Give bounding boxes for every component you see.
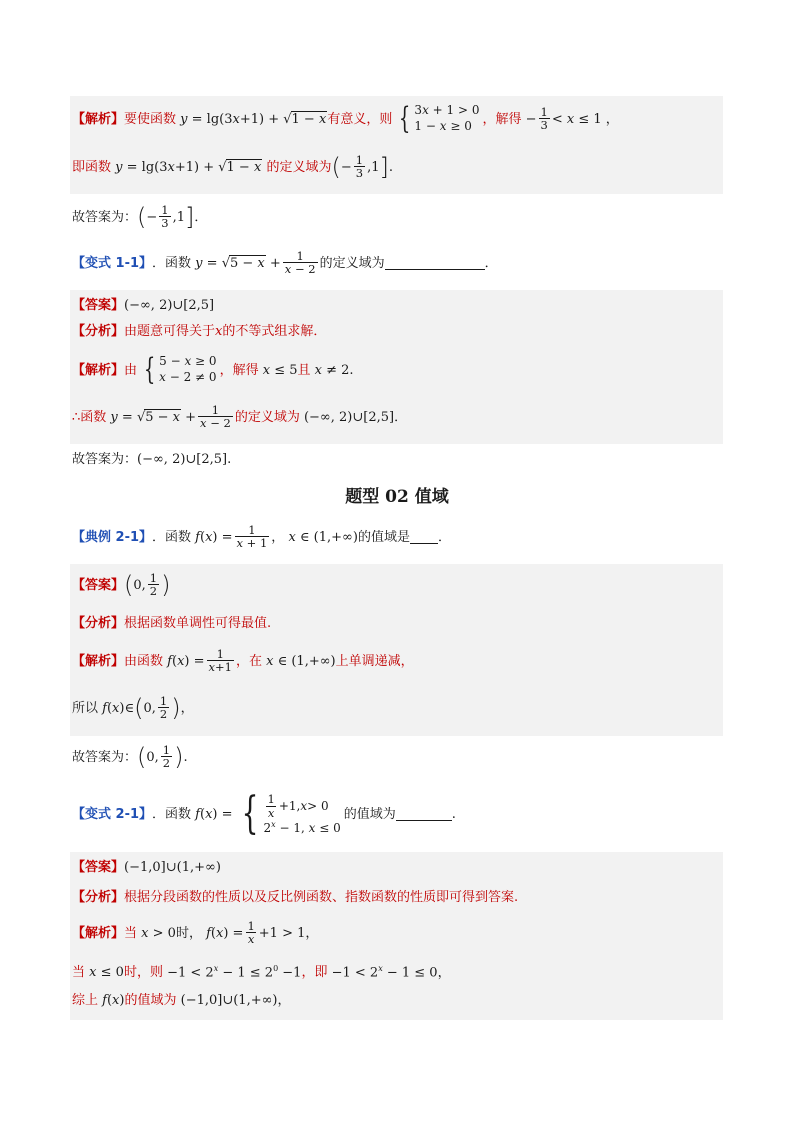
analysis-text: ，解得 <box>219 362 259 378</box>
fenxi-variable: x <box>215 323 223 339</box>
answer-tag: 【答案】 <box>72 577 125 593</box>
analysis-tag: 【解析】 <box>72 653 125 669</box>
example-tag: 【典例 2-1】 <box>72 529 153 545</box>
analysis-text: 由函数 <box>124 653 164 669</box>
stem-text: 的值域是 <box>357 529 410 545</box>
analysis-text: 且 <box>297 362 311 378</box>
stem-text: ， <box>271 529 285 545</box>
analysis-text: 所以 <box>72 700 99 716</box>
piecewise-function: { $\frac{1}{x}$ +1, x > 0 $2^x - 1$, x ≤ 0 <box>241 788 341 839</box>
stem-text: ．函数 <box>152 529 192 545</box>
final-answer-row: 故答案为： ( 0, $\frac{1}{2}$ ) . <box>72 742 188 771</box>
analysis-row: 【解析】 当 x > 0 时， f(x) = $\frac{1}{x}$ +1 > 1， <box>72 918 319 947</box>
variant-tag: 【变式 1-1】 <box>72 255 153 271</box>
fenxi-tag: 【分析】 <box>72 615 125 631</box>
inequality-system: { 3x + 1 > 0 1 − x ≥ 0 <box>399 101 480 136</box>
analysis-text: 由 <box>124 362 138 378</box>
answer-value: (−∞, 2)∪[2,5] <box>124 297 215 313</box>
answer-blank <box>385 257 485 270</box>
fenxi-row <box>72 886 518 908</box>
analysis-text: 的值域为 <box>124 992 177 1008</box>
analysis-row: 【解析】 由函数 f(x) = $\frac{1}{x+1}$ ，在 x ∈ (1,+∞) 上单调递减， <box>72 646 414 675</box>
fenxi-text: 根据分段函数的性质以及反比例函数、指数函数的性质即可得到答案. <box>124 889 519 905</box>
variant-2-1-stem: 【变式 2-1】 ．函数 f(x) = { $\frac{1}{x}$ +1, x > 0 $2^x - 1$, x ≤ 0 的值域为 . <box>72 788 456 839</box>
analysis-text: 的定义域为 <box>266 159 332 175</box>
stem-text: ．函数 <box>152 806 192 822</box>
analysis-row: 【解析】 由 { 5 − x ≥ 0 x − 2 ≠ 0 ，解得 x ≤ 5 且 x ≠ 2. <box>72 352 354 387</box>
fenxi-text: 根据函数单调性可得最值. <box>124 615 272 631</box>
analysis-text: ，在 <box>235 653 262 669</box>
analysis-row-2: 所以 f(x)∈ ( 0, $\frac{1}{2}$ ) ， <box>72 693 194 722</box>
analysis-text: 当 <box>72 964 86 980</box>
analysis-text: 即函数 <box>72 159 112 175</box>
variant-tag: 【变式 2-1】 <box>72 806 153 822</box>
conclusion-text: 的定义域为 <box>234 409 300 425</box>
analysis-tag: 【解析】 <box>72 362 125 378</box>
answer-label: 故答案为： <box>72 451 138 467</box>
fenxi-text: 的不等式组求解． <box>222 323 327 339</box>
fenxi-row <box>72 320 326 342</box>
variant-1-1-stem: 【变式 1-1】 ．函数 y = √5 − x + $\frac{1}{x - 2}$ 的定义域为 ． <box>72 248 498 277</box>
analysis-text: 有意义，则 <box>327 111 393 127</box>
answer-label: 故答案为： <box>72 749 138 765</box>
fenxi-row <box>72 612 271 634</box>
fenxi-tag: 【分析】 <box>72 889 125 905</box>
answer-label: 故答案为： <box>72 209 138 225</box>
answer-tag: 【答案】 <box>72 297 125 313</box>
conclusion-text: ∴函数 <box>72 409 107 425</box>
formula: y <box>176 111 188 127</box>
analysis-line-2: 即函数 y = lg(3x+1) + √1 − x 的定义域为 ( − $\frac{1}{3}$ ,1 ] . <box>72 152 393 181</box>
answer-blank <box>410 531 438 544</box>
stem-text: ．函数 <box>152 255 192 271</box>
analysis-text: ，解得 <box>482 111 522 127</box>
stem-text: 的定义域为 <box>319 255 385 271</box>
analysis-text: 时， <box>175 925 202 941</box>
analysis-text: 时，则 <box>123 964 163 980</box>
answer-tag: 【答案】 <box>72 859 125 875</box>
answer-row <box>72 856 221 878</box>
stem-text: 的值域为 <box>343 806 396 822</box>
section-heading: 题型 02 值域 <box>345 487 449 507</box>
analysis-line-1: 【解析】 要使函数 y = lg(3x+1) + √1 − x 有意义，则 { 3x + 1 > 0 1 − x ≥ 0 ，解得 − $\frac{1}{3}$ < x ≤ 1 ， <box>72 101 619 136</box>
example-2-1-stem: 【典例 2-1】 ．函数 f(x) = $\frac{1}{x + 1}$ ， x ∈ (1,+∞) 的值域是 ． <box>72 522 451 551</box>
analysis-tag: 【解析】 <box>72 111 125 127</box>
answer-row <box>72 294 214 316</box>
answer-value: (−1,0]∪(1,+∞) <box>124 859 221 875</box>
analysis-text: ，即 <box>301 964 328 980</box>
analysis-text: 当 <box>124 925 138 941</box>
answer-line: 故答案为： ( − $\frac{1}{3}$ ,1 ] ． <box>72 202 208 231</box>
fenxi-tag: 【分析】 <box>72 323 125 339</box>
analysis-row-2: 当 x ≤ 0 时，则 $-1 < 2^x - 1 \le 2^0 -1$ ，即 $-1 < 2^x - 1 \le 0$， <box>72 963 451 981</box>
answer-blank <box>396 808 452 821</box>
analysis-text: 综上 <box>72 992 99 1008</box>
final-answer-row: 故答案为： (−∞, 2)∪[2,5]. <box>72 451 232 467</box>
analysis-text: 要使函数 <box>124 111 177 127</box>
fenxi-text: 由题意可得关于 <box>124 323 216 339</box>
answer-row: 【答案】 ( 0, $\frac{1}{2}$ ) <box>72 570 171 599</box>
analysis-row-3: 综上 f(x) 的值域为 (−1,0]∪(1,+∞)， <box>72 992 291 1008</box>
conclusion-row: ∴函数 y = √5 − x + $\frac{1}{x - 2}$ 的定义域为 (−∞, 2)∪[2,5]． <box>72 402 408 431</box>
analysis-tag: 【解析】 <box>72 925 125 941</box>
analysis-text: 上单调递减， <box>335 653 414 669</box>
